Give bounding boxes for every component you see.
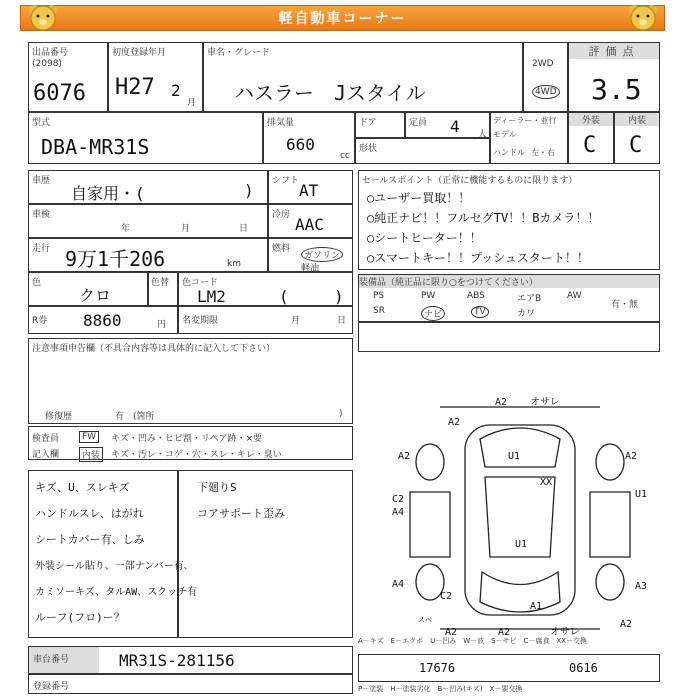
repair-place: (箇所: [133, 412, 155, 422]
damage-label: A1: [530, 601, 543, 612]
side-left: [410, 492, 450, 557]
diagram-legend: A－キズ E－エクボ U－凹み W－波 S－サビ C－腐食 XX－交換: [358, 637, 588, 645]
shift-cell: [268, 170, 353, 204]
note: ルーフ(フロ)ー？: [35, 611, 125, 624]
inspect-year: 年: [121, 224, 131, 234]
note: シートカバー有、しみ: [35, 533, 145, 546]
car-damage-diagram: [390, 397, 660, 637]
car-trunk: [480, 572, 560, 612]
auction-sheet: [28, 42, 660, 694]
inspect-month: 月: [181, 224, 191, 234]
damage-label: C2: [440, 591, 453, 602]
wheel-rear-right: [596, 564, 624, 600]
equip-navi: ナビ: [421, 306, 445, 321]
dealer-label: ディーラー・並行: [493, 116, 557, 125]
inspector-interior: 内装: [79, 447, 103, 462]
diagram-legend-2: P－塗装 H－塗装劣化 B－凹み(キズ) X－要交換: [358, 685, 523, 693]
paren-close: ): [334, 287, 344, 306]
meigi-day: 日: [337, 316, 347, 326]
after-equip-cell: [358, 322, 660, 352]
reg-era: H27: [115, 75, 155, 100]
damage-label: XX: [540, 477, 553, 488]
int-label: 内装: [615, 113, 659, 126]
bottom-right-cell: [358, 654, 660, 682]
inspector-label2: 記入欄: [32, 450, 60, 460]
inspect-label: 車検: [32, 210, 51, 220]
dealer-cell: [490, 112, 568, 164]
fuel-cell: [268, 238, 353, 272]
use-value: 自家用・(: [71, 184, 145, 203]
equip-tv: TV: [471, 306, 489, 318]
name-change-cell: [178, 306, 353, 334]
inspection-cell: [28, 204, 268, 238]
reg-month: 2: [171, 81, 181, 100]
shape-label: 形状: [359, 144, 378, 154]
inspector-cell: [28, 426, 353, 460]
handle-value: 左・右: [531, 148, 555, 157]
cap-unit: 人: [478, 130, 488, 140]
damage-label: オサレ: [550, 627, 580, 637]
capacity-cell: [405, 112, 490, 138]
handle-label: ハンドル: [493, 148, 525, 157]
registration-cell: [28, 674, 353, 694]
chassis-label: 車台番号: [29, 647, 99, 673]
bear-icon: [626, 2, 660, 32]
drive-4wd: 4WD: [532, 85, 560, 99]
damage-label: A4: [392, 579, 405, 590]
model-value: ハスラー Jスタイル: [234, 81, 426, 105]
inspector-line1: キズ・凹み・ヒビ割・リペア跡・×要: [111, 434, 263, 444]
damage-label: A2: [620, 619, 633, 630]
disp-value: 660: [286, 135, 315, 154]
equip-yesno: 有・無: [611, 300, 639, 310]
color-code-value: LM2: [197, 287, 226, 306]
damage-label: U1: [508, 451, 521, 462]
color-label: 色: [32, 278, 42, 288]
wheel-front-left: [416, 444, 444, 480]
color-value: クロ: [79, 286, 112, 305]
disp-unit: cc: [340, 151, 350, 161]
header-title: 軽自動車コーナー: [278, 11, 407, 27]
sales-point: ○シートヒーター！！: [367, 231, 482, 245]
interior-grade-cell: [614, 112, 660, 164]
damage-label: A2: [625, 451, 638, 462]
equip-leather: カワ: [517, 309, 536, 319]
first-registration-cell: [108, 42, 203, 112]
use-close: ): [244, 181, 254, 200]
damage-label: スベ: [418, 616, 432, 624]
color-code-cell: [178, 272, 353, 306]
damage-label: A2: [498, 627, 511, 637]
damage-label: C2: [392, 494, 405, 505]
paren-open: (: [279, 287, 289, 306]
drive-2wd: 2WD: [532, 59, 554, 69]
equipment-cell: [358, 274, 660, 322]
reg-month-unit: 月: [187, 98, 197, 108]
notes-right-cell: [178, 470, 353, 638]
chassis-cell: [28, 646, 353, 674]
cap-label: 定員: [409, 118, 428, 128]
damage-label: A2: [448, 417, 461, 428]
color-change-label: 色替: [151, 278, 170, 288]
drive-cell: [523, 42, 568, 112]
score-cell: [568, 42, 660, 112]
usage-cell: [28, 170, 268, 204]
fuel-value: ガソリン: [301, 247, 343, 262]
note: カミソーキズ、タルAW、スクッチ有: [35, 587, 198, 598]
price-label: R券: [32, 316, 48, 326]
inspector-fw: FW: [79, 431, 99, 443]
exterior-grade-cell: [568, 112, 614, 164]
note: 外装シール貼り、一部ナンバー有、: [35, 561, 194, 572]
shift-value: AT: [299, 181, 319, 200]
color-change-cell: [148, 272, 178, 306]
shape-cell: [355, 138, 490, 164]
note: キズ、U、スレキズ: [35, 481, 130, 494]
type-label: 型式: [32, 118, 51, 128]
damage-label: A4: [392, 507, 405, 518]
reg-label: 初度登録年月: [112, 48, 167, 58]
inspector-label1: 検査員: [32, 434, 60, 444]
meigi-label: 名変期限: [182, 316, 219, 326]
model-year-label: モデル: [493, 130, 517, 139]
note: ハンドルスレ、はがれ: [35, 507, 144, 520]
color-code-label: 色コード: [182, 278, 219, 288]
equip-abs: ABS: [467, 291, 485, 301]
bear-icon: [26, 2, 60, 32]
bottom-right-box: 0616: [569, 661, 598, 675]
lot-sub: (2098): [32, 59, 62, 69]
damage-label: A2: [495, 397, 508, 408]
ac-cell: [268, 204, 353, 238]
chassis-value: MR31S-281156: [119, 651, 235, 670]
note: 下廻りS: [197, 481, 237, 494]
price-unit: 円: [157, 320, 167, 330]
displacement-cell: [263, 112, 355, 164]
mileage-value: 9万1千206: [65, 247, 166, 271]
int-value: C: [629, 133, 643, 158]
color-cell: [28, 272, 148, 306]
sales-title: セールスポイント（正常に機能するものに限ります）: [362, 176, 578, 186]
remarks-title: 注意事項申告欄（不具合内容等は具体的に記入して下さい）: [32, 344, 276, 354]
equip-aw: AW: [567, 291, 582, 301]
inspector-line2: キズ・汚レ・コゲ・穴・スレ・キレ・臭い: [111, 450, 282, 460]
sales-point: ○純正ナビ！！フルセグTV！！Bカメラ！！: [367, 211, 600, 225]
repair-close: ): [339, 409, 343, 419]
equipment-title: 装備品（純正品に限り○をつけてください）: [359, 275, 659, 288]
ext-value: C: [583, 133, 597, 158]
note: コアサポート歪み: [197, 507, 285, 520]
damage-label: A2: [398, 451, 411, 462]
door-cell: [355, 112, 405, 138]
damage-label: U1: [635, 489, 648, 500]
disp-label: 排気量: [267, 118, 295, 128]
score-label: 評価点: [569, 43, 659, 59]
notes-left-cell: [28, 470, 198, 638]
model-label: 車名・グレード: [207, 48, 271, 58]
lot-number-cell: [28, 42, 108, 112]
type-value: DBA-MR31S: [41, 135, 150, 159]
wheel-front-right: [596, 444, 624, 480]
ext-label: 外装: [569, 113, 613, 126]
equip-pw: PW: [421, 291, 436, 301]
sales-point: ○ユーザー買取！！: [367, 191, 471, 205]
door-label: ドア: [359, 118, 377, 128]
damage-label: A2: [445, 627, 458, 637]
equip-airbag: エアB: [517, 294, 542, 304]
equip-ps: PS: [373, 291, 385, 301]
inspect-day: 日: [239, 224, 249, 234]
lot-value: 6076: [33, 81, 86, 106]
mileage-cell: [28, 238, 268, 272]
price-value: 8860: [83, 311, 122, 330]
remarks-cell: [28, 338, 353, 424]
sales-points-cell: [358, 170, 660, 270]
side-right: [590, 492, 630, 557]
equip-sr: SR: [373, 306, 385, 316]
type-cell: [28, 112, 263, 164]
shift-label: シフト: [272, 176, 300, 186]
bottom-left-box: 17676: [419, 661, 456, 675]
score-value: 3.5: [591, 73, 642, 106]
damage-label: A3: [635, 581, 648, 592]
lot-label: 出品番号: [32, 48, 69, 58]
ac-label: 冷房: [272, 210, 291, 220]
recycle-cell: [28, 306, 178, 334]
repair-value: 有: [115, 412, 125, 422]
model-cell: [203, 42, 523, 112]
fuel-label: 燃料: [272, 244, 291, 254]
registration-label: 登録番号: [33, 682, 70, 692]
damage-label: オサレ: [530, 397, 560, 408]
use-label: 車歴: [32, 176, 51, 186]
damage-label: U1: [515, 539, 528, 550]
mileage-label: 走行: [32, 244, 51, 254]
meigi-month: 月: [291, 316, 301, 326]
ac-value: AAC: [295, 215, 324, 234]
mileage-unit: km: [227, 259, 241, 269]
fuel-alt: 軽油: [301, 264, 320, 274]
cap-value: 4: [450, 117, 460, 136]
repair-label: 修復歴: [45, 412, 73, 422]
header-banner: [20, 5, 665, 31]
sales-point: ○スマートキー！！プッシュスタート！！: [367, 251, 589, 265]
